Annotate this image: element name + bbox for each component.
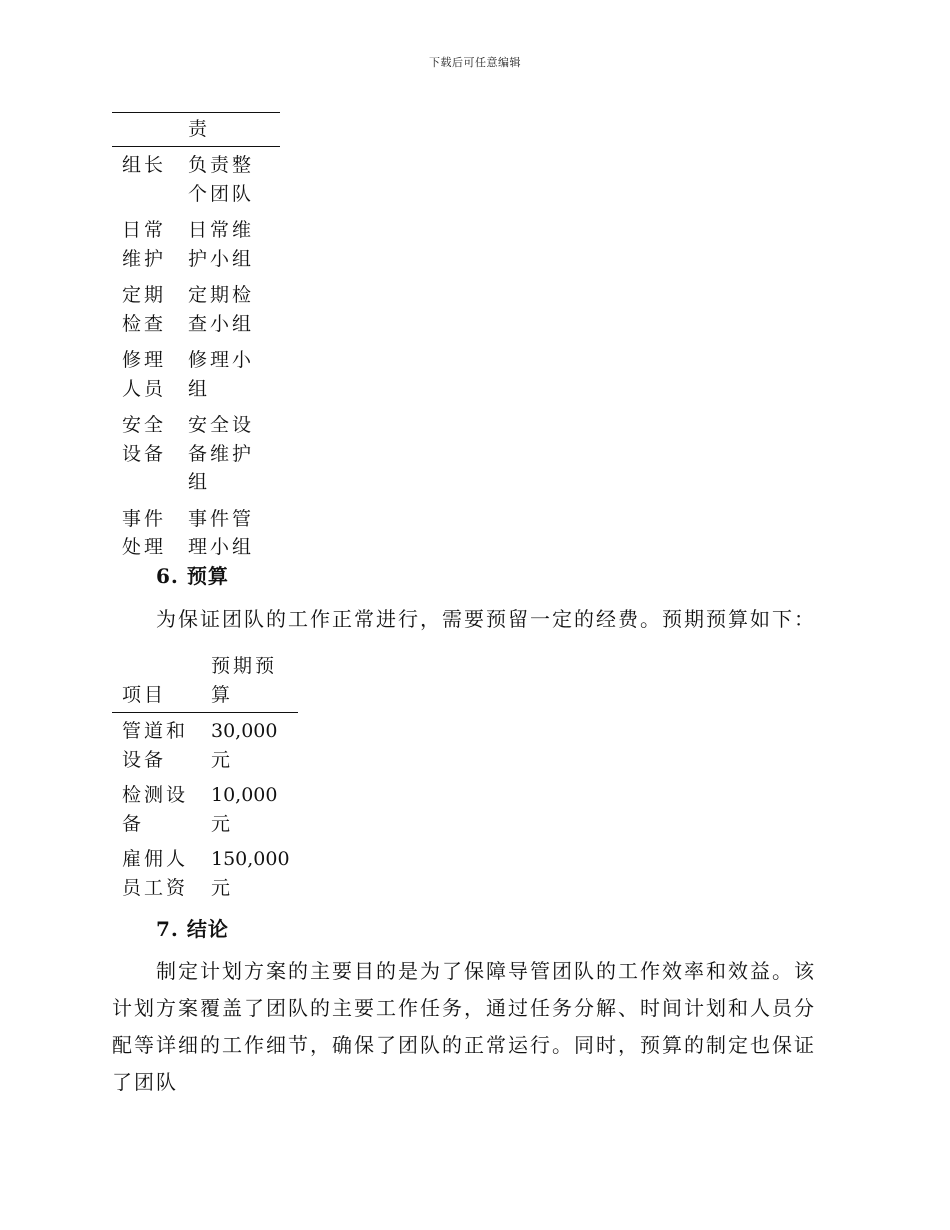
duty-line: 个团队 xyxy=(188,182,255,205)
duty-line: 修理小 xyxy=(188,349,255,371)
conclusion-paragraph: 制定计划方案的主要目的是为了保障导管团队的工作效率和效益。该计划方案覆盖了团队的主要工作任务，通过任务分解、时间计划和人员分配等详细的工作细节，确保了团队的正常运行。同时，预算的制定也保证了团队 xyxy=(112,959,816,1094)
duty-line: 定期检 xyxy=(188,284,255,306)
duty-cell xyxy=(188,342,280,407)
section-heading-conclusion: 7. 结论 xyxy=(156,917,229,941)
budget-item-line: 备 xyxy=(122,813,145,835)
role-cell xyxy=(112,501,188,566)
budget-amount-line: 10,000 xyxy=(211,784,278,806)
role-cell xyxy=(112,277,188,342)
budget-intro-paragraph: 为保证团队的工作正常进行，需要预留一定的经费。预期预算如下： xyxy=(156,607,816,631)
duty-cell xyxy=(188,212,280,277)
table-row xyxy=(112,342,280,407)
budget-table xyxy=(112,652,298,905)
budget-amount-cell xyxy=(211,713,298,778)
duty-line: 护小组 xyxy=(188,247,255,270)
role-cell xyxy=(112,342,188,407)
duty-line: 备维护 xyxy=(188,442,255,465)
role-line: 日常 xyxy=(122,219,167,241)
duty-line: 安全设 xyxy=(188,414,255,436)
duty-line: 组 xyxy=(188,377,211,400)
budget-amount-line: 元 xyxy=(211,813,234,835)
duty-line: 事件管 xyxy=(188,507,255,530)
budget-header-line: 算 xyxy=(211,684,234,706)
budget-amount-line: 元 xyxy=(211,749,234,771)
role-cell xyxy=(112,407,188,501)
duty-line: 组 xyxy=(188,471,211,493)
role-line: 维护 xyxy=(122,247,167,270)
table-row xyxy=(112,713,298,778)
budget-item-line: 检测设 xyxy=(122,784,189,806)
responsibility-table xyxy=(112,112,280,566)
table-row xyxy=(112,407,280,501)
role-line: 组长 xyxy=(122,154,167,176)
section-heading-budget: 6. 预算 xyxy=(156,564,229,588)
table-row xyxy=(112,501,280,566)
responsibility-table-header: 责 xyxy=(112,113,280,147)
role-line: 处理 xyxy=(122,536,167,558)
table-row xyxy=(112,277,280,342)
responsibility-table-body xyxy=(112,147,280,566)
budget-item-line: 员工资 xyxy=(122,877,189,899)
budget-table-body xyxy=(112,713,298,906)
page-header: 下载后可任意编辑 xyxy=(429,56,521,69)
role-cell xyxy=(112,147,188,213)
duty-cell xyxy=(188,277,280,342)
budget-header-line: 预期预 xyxy=(211,655,278,677)
table-row xyxy=(112,212,280,277)
duty-line: 负责整 xyxy=(188,154,255,176)
duty-cell xyxy=(188,147,280,213)
budget-item-line: 设备 xyxy=(122,749,167,771)
duty-cell xyxy=(188,501,280,566)
role-line: 安全 xyxy=(122,414,167,436)
role-line: 事件 xyxy=(122,507,167,530)
budget-item-line: 管道和 xyxy=(122,720,189,742)
role-line: 人员 xyxy=(122,377,167,400)
table-row xyxy=(112,841,298,905)
duty-line: 日常维 xyxy=(188,219,255,241)
table-row xyxy=(112,147,280,213)
role-line: 修理 xyxy=(122,349,167,371)
role-line: 检查 xyxy=(122,312,167,335)
budget-table-header-item: 项目 xyxy=(112,652,211,713)
budget-amount-cell xyxy=(211,777,298,841)
role-line: 定期 xyxy=(122,284,167,306)
budget-amount-cell xyxy=(211,841,298,905)
role-line: 设备 xyxy=(122,442,167,465)
budget-amount-line: 30,000 xyxy=(211,720,278,742)
duty-cell xyxy=(188,407,280,501)
budget-item-line: 雇佣人 xyxy=(122,848,189,870)
budget-table-header-amount xyxy=(211,652,298,713)
budget-item-cell xyxy=(112,777,211,841)
budget-amount-line: 元 xyxy=(211,877,234,899)
budget-amount-line: 150,000 xyxy=(211,848,290,870)
duty-line: 理小组 xyxy=(188,536,255,558)
table-row xyxy=(112,777,298,841)
role-cell xyxy=(112,212,188,277)
duty-line: 查小组 xyxy=(188,312,255,335)
budget-item-cell xyxy=(112,713,211,778)
budget-item-cell xyxy=(112,841,211,905)
